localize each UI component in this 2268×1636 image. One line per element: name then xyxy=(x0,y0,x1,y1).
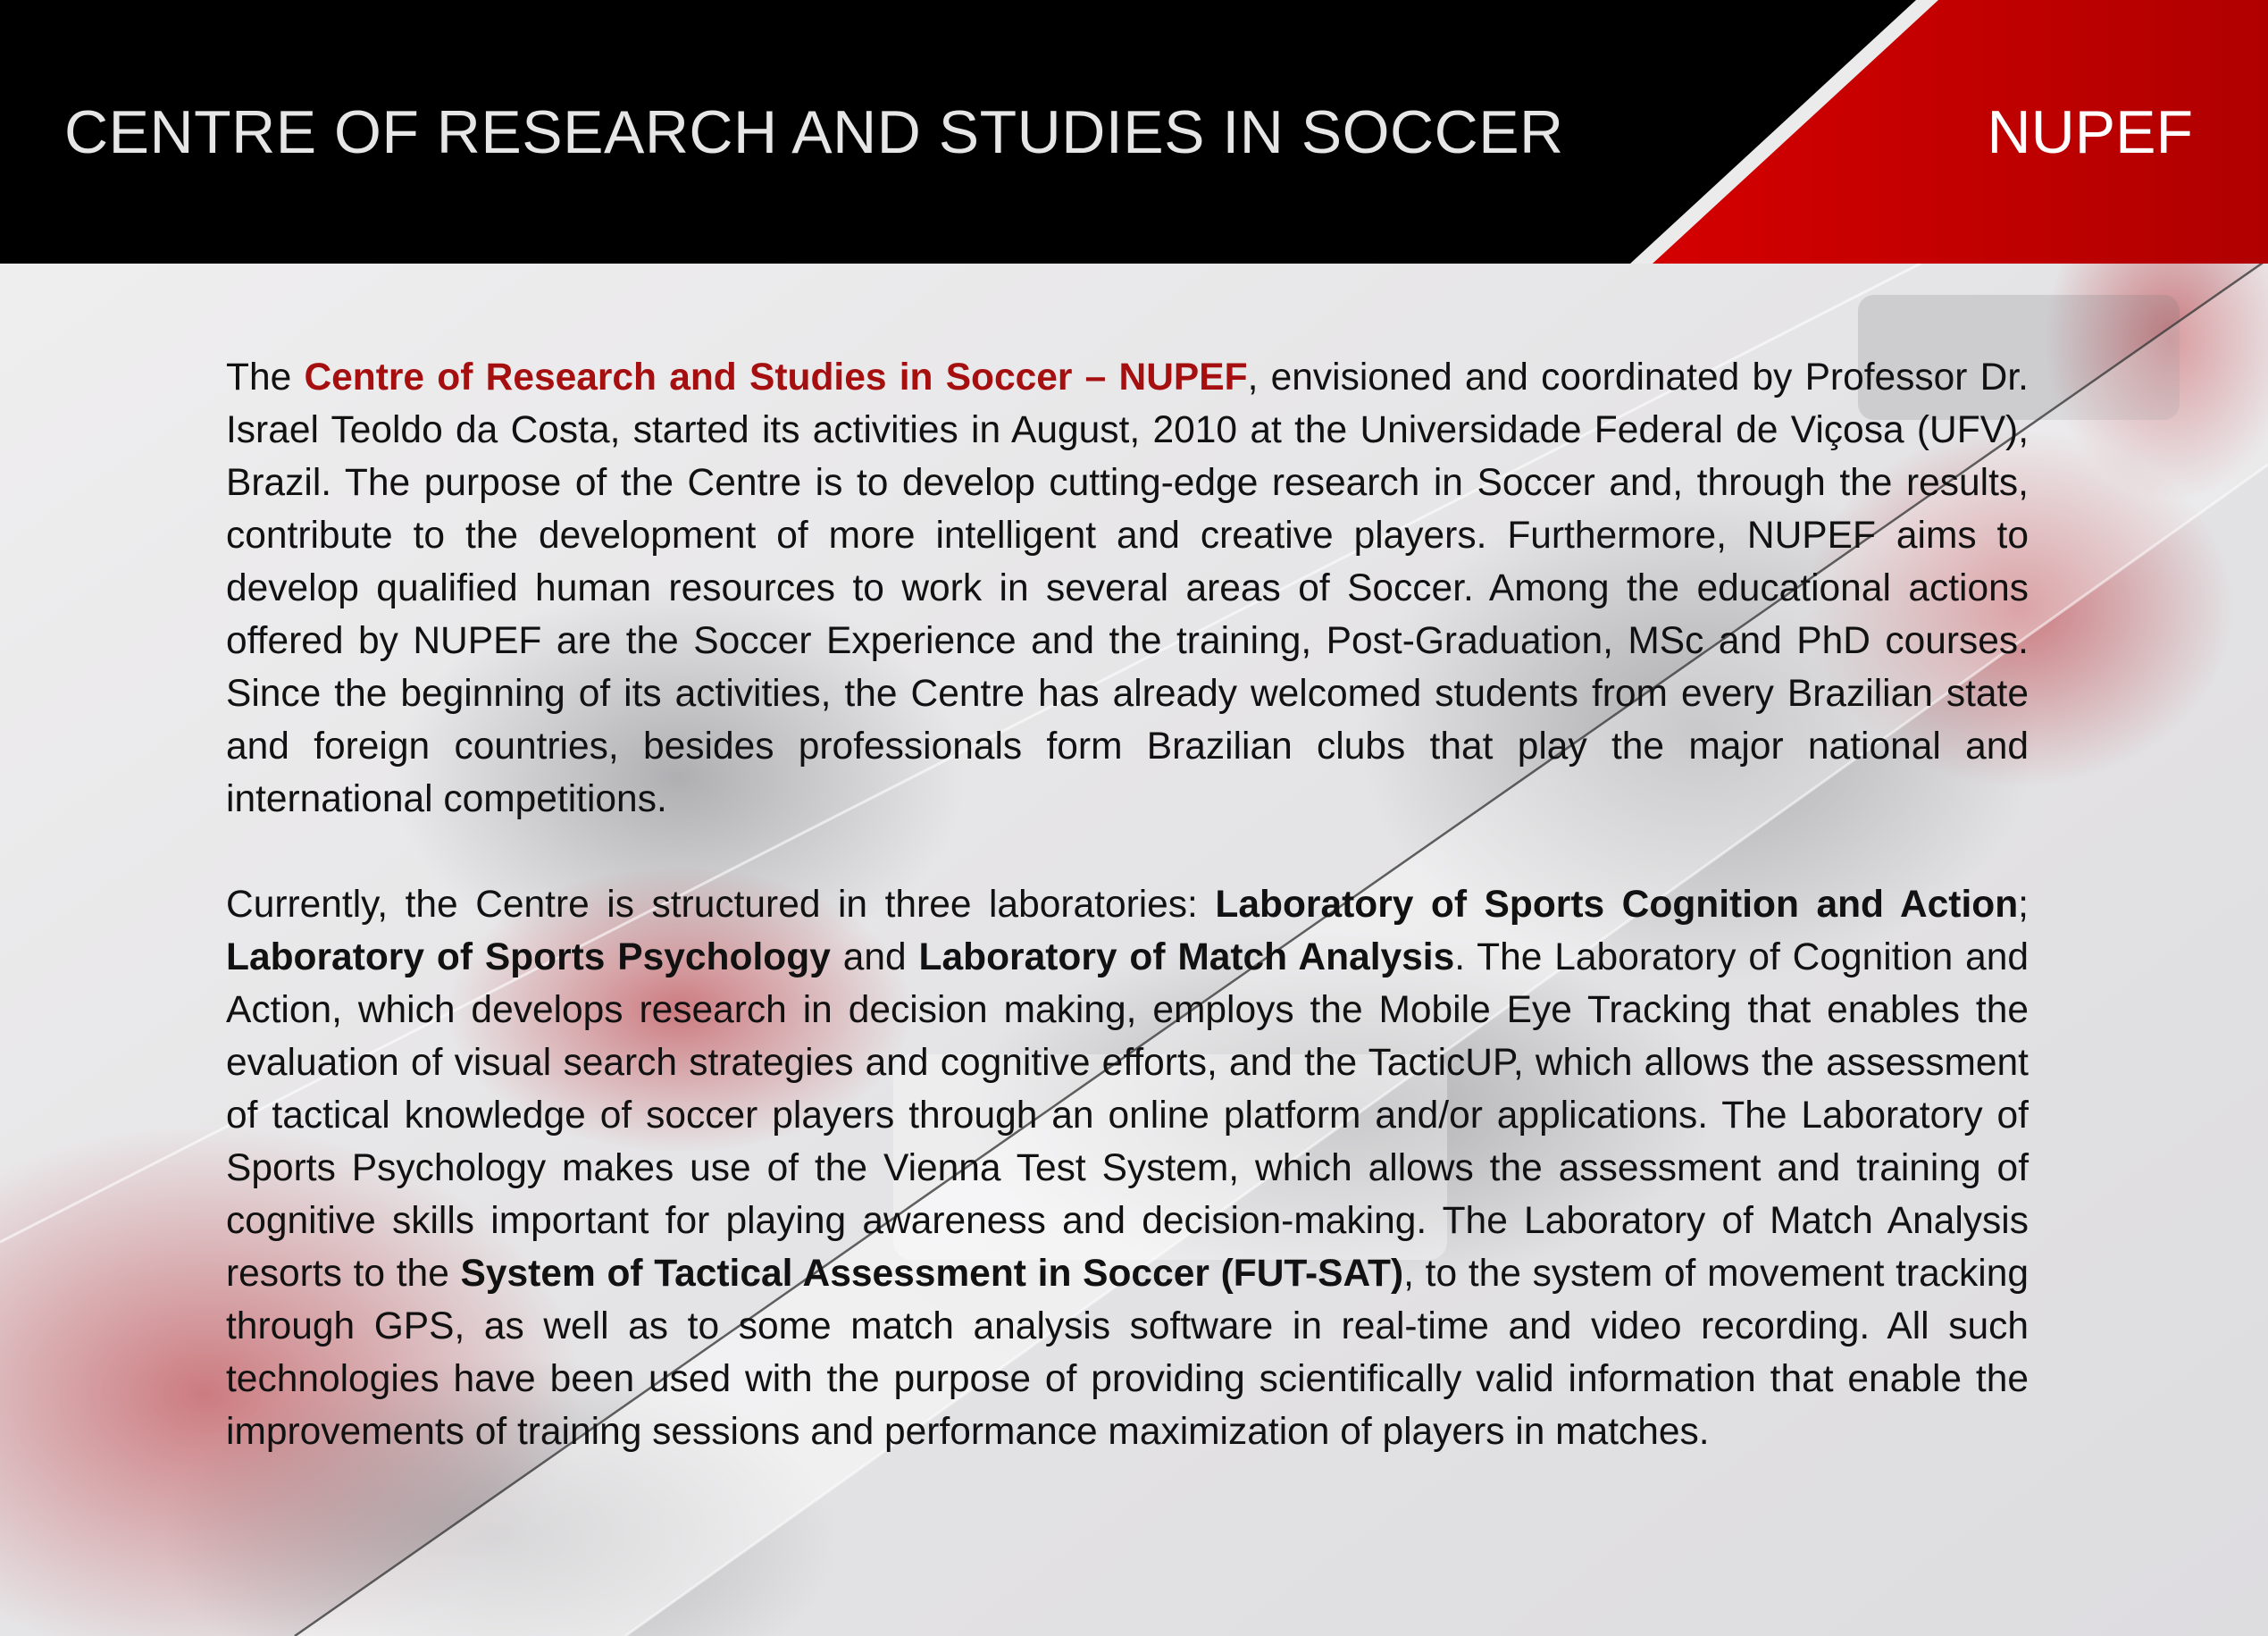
centre-name-highlight: Centre of Research and Studies in Soccer – NUPEF xyxy=(304,357,1248,399)
labs-text-end: , to the system of movement tracking through GPS, as well as to some match analysis software in real-time and video recording. All such technologies have been used with the purpose of providing scientifically valid information that enable the improvements of training sessions and performance maximization of players in matches. xyxy=(226,1253,2029,1453)
body-content xyxy=(226,351,2029,1458)
paragraph-intro xyxy=(226,351,2029,826)
lab-cognition-name: Laboratory of Sports Cognition and Action xyxy=(1215,884,2019,926)
paragraph-laboratories xyxy=(226,878,2029,1458)
header-band xyxy=(0,0,2268,264)
lab-match-analysis-name: Laboratory of Match Analysis xyxy=(918,936,1455,978)
labs-and: and xyxy=(830,936,919,978)
labs-text-start: Currently, the Centre is structured in three laboratories: xyxy=(226,884,1216,926)
labs-text-body: . The Laboratory of Cognition and Action, which develops research in decision making, employs the Mobile Eye Tracking that enables the evaluation of visual search strategies and cognitive efforts, and the TacticUP, which allows the assessment of tactical knowledge of soccer players through an online platform and/or applications. The Laboratory of Sports Psychology makes use of the Vienna Test System, which allows the assessment and training of cognitive skills important for playing awareness and decision-making. The Laboratory of Match Analysis resorts to the xyxy=(226,936,2029,1295)
intro-text-body: , envisioned and coordinated by Professor Dr. Israel Teoldo da Costa, started its activities in August, 2010 at the Universidade Federal de Viçosa (UFV), Brazil. The purpose of the Centre is to develop cutting-edge research in Soccer and, through the results, contribute to the development of more intelligent and creative players. Furthermore, NUPEF aims to develop qualified human resources to work in several areas of Soccer. Among the educational actions offered by NUPEF are the Soccer Experience and the training, Post-Graduation, MSc and PhD courses. Since the beginning of its activities, the Centre has already welcomed students from every Brazilian state and foreign countries, besides professionals form Brazilian clubs that play the major national and international competitions. xyxy=(226,357,2029,820)
header-brand: NUPEF xyxy=(1987,98,2193,166)
intro-text-start: The xyxy=(226,357,305,399)
fut-sat-name: System of Tactical Assessment in Soccer (FUT-SAT) xyxy=(460,1253,1404,1295)
labs-separator: ; xyxy=(2018,884,2029,926)
header-title: CENTRE OF RESEARCH AND STUDIES IN SOCCER xyxy=(64,98,1564,166)
lab-psychology-name: Laboratory of Sports Psychology xyxy=(226,936,831,978)
